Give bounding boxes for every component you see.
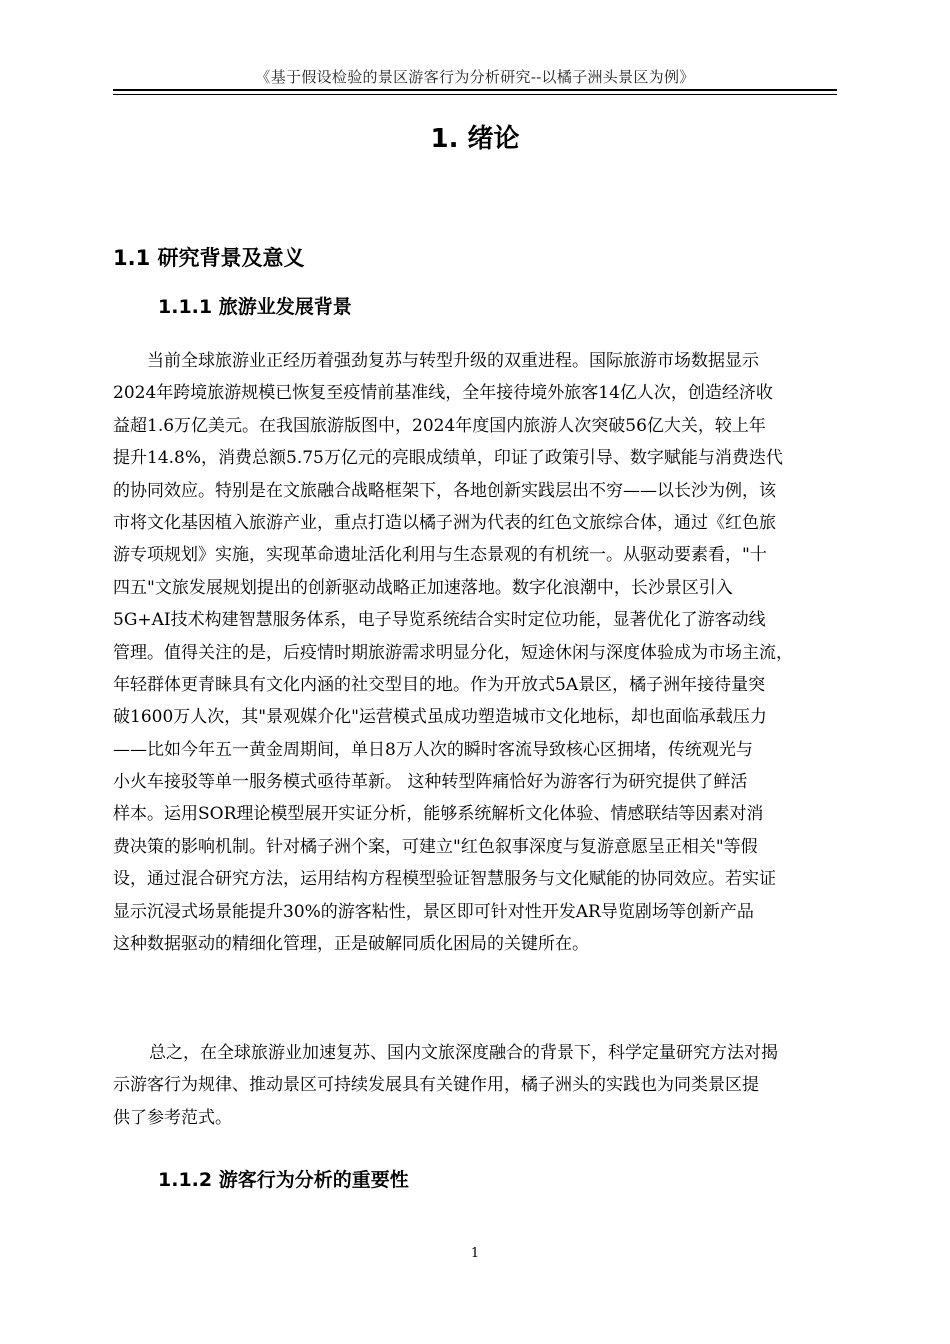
paragraph-line: 2024年跨境旅游规模已恢复至疫情前基准线，全年接待境外旅客14亿人次，创造经济收 (113, 383, 773, 404)
subsection-title: 1.1.2 游客行为分析的重要性 (158, 1169, 409, 1191)
paragraph-line: 供了参考范式。 (113, 1107, 232, 1128)
paragraph-line: 四五"文旅发展规划提出的创新驱动战略正加速落地。数字化浪潮中，长沙景区引入 (113, 577, 733, 598)
paragraph-line: 提升14.8%，消费总额5.75万亿元的亮眼成绩单，印证了政策引导、数字赋能与消费迭代 (113, 448, 783, 469)
paragraph-line: 样本。运用SOR理论模型展开实证分析，能够系统解析文化体验、情感联结等因素对消 (113, 804, 764, 825)
paragraph-line: ——比如今年五一黄金周期间，单日8万人次的瞬时客流导致核心区拥堵，传统观光与 (113, 739, 753, 760)
header-rule-thin (113, 94, 837, 95)
paragraph-line: 显示沉浸式场景能提升30%的游客粘性，景区即可针对性开发AR导览剧场等创新产品 (113, 901, 754, 922)
body-paragraph (113, 345, 837, 960)
paragraph-line: 市将文化基因植入旅游产业，重点打造以橘子洲为代表的红色文旅综合体，通过《红色旅 (113, 512, 776, 533)
paragraph-line: 设，通过混合研究方法，运用结构方程模型验证智慧服务与文化赋能的协同效应。若实证 (113, 869, 776, 890)
section-title: 1.1 研究背景及意义 (113, 246, 305, 270)
paragraph-line: 示游客行为规律、推动景区可持续发展具有关键作用，橘子洲头的实践也为同类景区提 (113, 1075, 759, 1096)
paragraph-line: 当前全球旅游业正经历着强劲复苏与转型升级的双重进程。国际旅游市场数据显示 (147, 351, 759, 371)
page-number: 1 (470, 1246, 480, 1261)
chapter-title: 1. 绪论 (430, 124, 520, 154)
paragraph-line: 年轻群体更青睐具有文化内涵的社交型目的地。作为开放式5A景区，橘子洲年接待量突 (113, 674, 766, 695)
paragraph-line: 费决策的影响机制。针对橘子洲个案，可建立"红色叙事深度与复游意愿呈正相关"等假 (113, 836, 758, 857)
header-rule-thick (113, 89, 837, 91)
running-header: 《基于假设检验的景区游客行为分析研究--以橘子洲头景区为例》 (255, 68, 695, 86)
paragraph-line: 5G+AI技术构建智慧服务体系，电子导览系统结合实时定位功能，显著优化了游客动线 (113, 610, 766, 631)
paragraph-line: 这种数据驱动的精细化管理，正是破解同质化困局的关键所在。 (113, 934, 589, 955)
paragraph-line: 管理。值得关注的是，后疫情时期旅游需求明显分化，短途休闲与深度体验成为市场主流， (113, 642, 793, 663)
paragraph-line: 小火车接驳等单一服务模式亟待革新。 这种转型阵痛恰好为游客行为研究提供了鲜活 (113, 772, 748, 793)
paragraph-line: 益超1.6万亿美元。在我国旅游版图中，2024年度国内旅游人次突破56亿大关，较上年 (113, 415, 766, 436)
paragraph-line: 的协同效应。特别是在文旅融合战略框架下，各地创新实践层出不穷——以长沙为例，该 (113, 480, 776, 501)
subsection-title: 1.1.1 旅游业发展背景 (158, 296, 352, 318)
paragraph-line: 游专项规划》实施，实现革命遗址活化利用与生态景观的有机统一。从驱动要素看，"十 (113, 545, 767, 566)
paragraph-line: 破1600万人次，其"景观媒介化"运营模式虽成功塑造城市文化地标，却也面临承载压力 (113, 707, 767, 728)
paragraph-line: 总之，在全球旅游业加速复苏、国内文旅深度融合的背景下，科学定量研究方法对揭 (149, 1043, 778, 1063)
body-paragraph (113, 1037, 837, 1134)
